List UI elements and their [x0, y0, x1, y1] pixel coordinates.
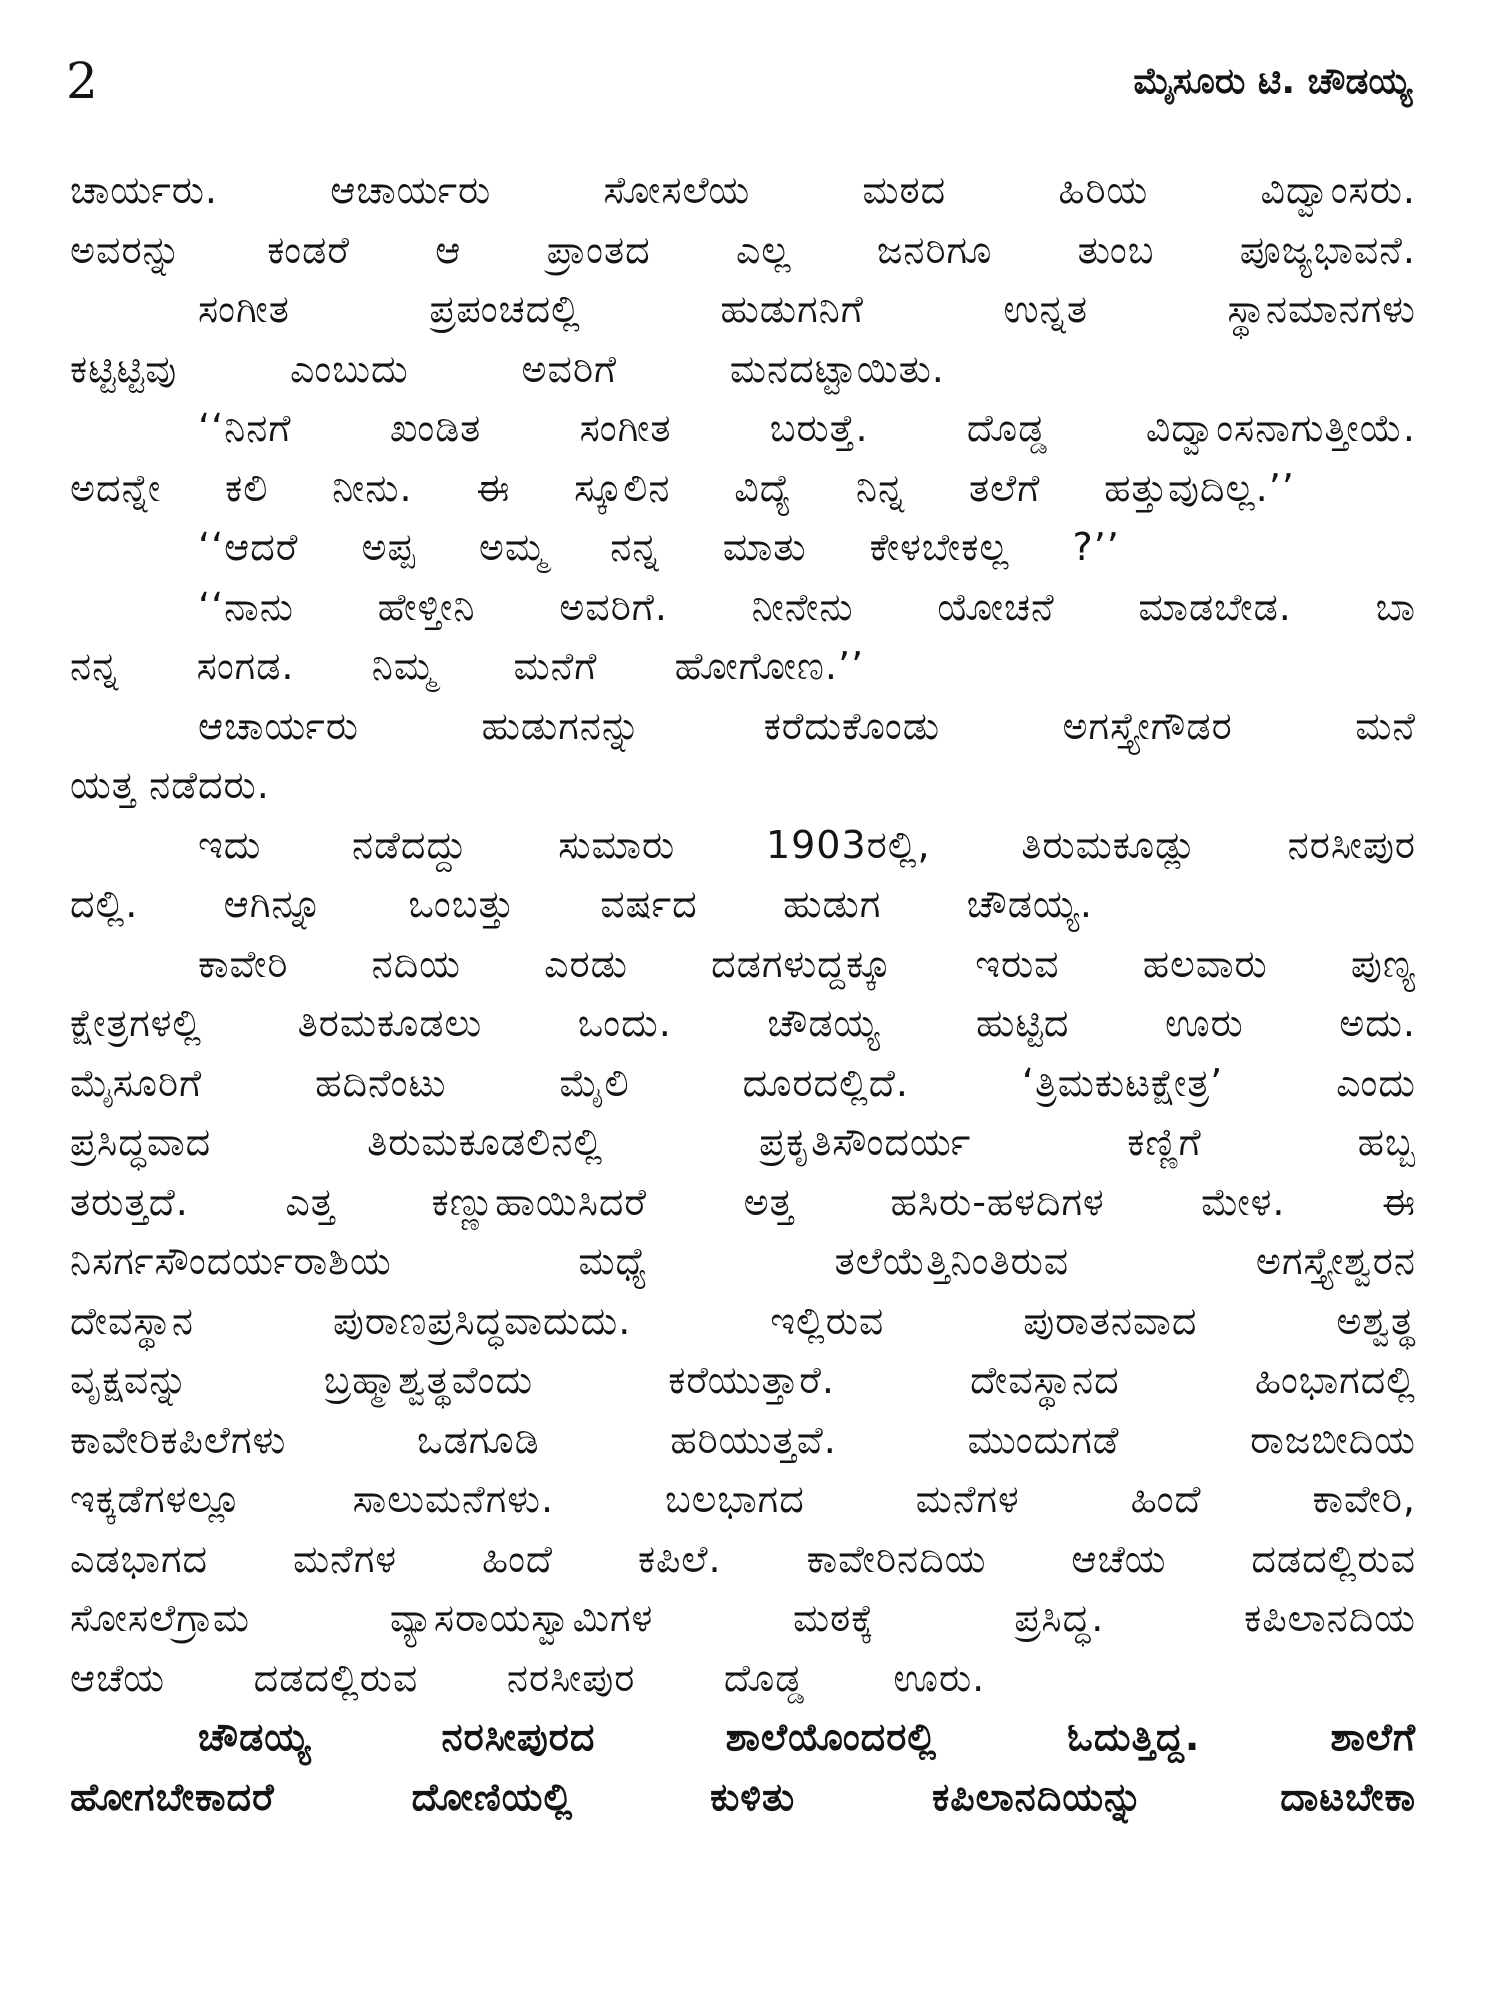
text-line: ಪ್ರಸಿದ್ಧವಾದ ತಿರುಮಕೂಡಲಿನಲ್ಲಿ ಪ್ರಕೃತಿಸೌಂದರ್ಯ ಕಣ್ಣಿಗೆ ಹಬ್ಬ: [70, 1120, 1416, 1164]
text-line: ಅದನ್ನೇ ಕಲಿ ನೀನು. ಈ ಸ್ಕೂಲಿನ ವಿದ್ಯೆ ನಿನ್ನ ತಲೆಗೆ ಹತ್ತುವುದಿಲ್ಲ.’’: [70, 465, 1295, 510]
paragraph: [70, 280, 1416, 399]
text-line: ಆಚೆಯ ದಡದಲ್ಲಿರುವ ನರಸೀಪುರ ದೊಡ್ಡ ಊರು.: [70, 1655, 986, 1700]
text-line: ನಿಸರ್ಗಸೌಂದರ್ಯರಾಶಿಯ ಮಧ್ಯೆ ತಲೆಯೆತ್ತಿನಿಂತಿರುವ ಅಗಸ್ತ್ಯೇಶ್ವರನ: [70, 1239, 1416, 1283]
text-line: ದಲ್ಲಿ. ಆಗಿನ್ನೂ ಒಂಬತ್ತು ವರ್ಷದ ಹುಡುಗ ಚೌಡಯ್ಯ.: [70, 882, 1093, 926]
page-number: 2: [66, 52, 98, 110]
paragraph: [70, 935, 1416, 1709]
text-line: ಕ್ಷೇತ್ರಗಳಲ್ಲಿ ತಿರಮಕೂಡಲು ಒಂದು. ಚೌಡಯ್ಯ ಹುಟ್ಟಿದ ಊರು ಅದು.: [70, 1001, 1416, 1045]
paragraph: [70, 399, 1416, 518]
text-line: ಚೌಡಯ್ಯ ನರಸೀಪುರದ ಶಾಲೆಯೊಂದರಲ್ಲಿ ಓದುತ್ತಿದ್ದ. ಶಾಲೆಗೆ: [198, 1715, 1416, 1759]
running-header: ಮೈಸೂರು ಟಿ. ಚೌಡಯ್ಯ: [1133, 61, 1412, 102]
text-line: ಕಾವೇರಿ ನದಿಯ ಎರಡು ದಡಗಳುದ್ದಕ್ಕೂ ಇರುವ ಹಲವಾರು ಪುಣ್ಯ: [198, 941, 1416, 986]
text-line: ಯತ್ತ ನಡೆದರು.: [70, 763, 270, 807]
paragraph: [70, 697, 1416, 816]
paragraph: [70, 161, 1416, 280]
text-line: ಕಾವೇರಿಕಪಿಲೆಗಳು ಒಡಗೂಡಿ ಹರಿಯುತ್ತವೆ. ಮುಂದುಗಡೆ ರಾಜಬೀದಿಯ: [70, 1417, 1416, 1462]
text-line: ‘‘ನಾನು ಹೇಳ್ತೀನಿ ಅವರಿಗೆ. ನೀನೇನು ಯೋಚನೆ ಮಾಡಬೇಡ. ಬಾ: [198, 584, 1416, 629]
paragraph: [70, 1708, 1416, 1827]
text-line: ತರುತ್ತದೆ. ಎತ್ತ ಕಣ್ಣುಹಾಯಿಸಿದರೆ ಅತ್ತ ಹಸಿರು-ಹಳದಿಗಳ ಮೇಳ. ಈ: [70, 1179, 1416, 1224]
paragraph: [70, 578, 1416, 697]
text-line: ನನ್ನ ಸಂಗಡ. ನಿಮ್ಮ ಮನೆಗೆ ಹೋಗೋಣ.’’: [70, 644, 865, 688]
text-line: ಆಚಾರ್ಯರು ಹುಡುಗನನ್ನು ಕರೆದುಕೊಂಡು ಅಗಸ್ತ್ಯೇಗೌಡರ ಮನೆ: [198, 703, 1416, 748]
text-line: ದೇವಸ್ಥಾನ ಪುರಾಣಪ್ರಸಿದ್ಧವಾದುದು. ಇಲ್ಲಿರುವ ಪುರಾತನವಾದ ಅಶ್ವತ್ಥ: [70, 1298, 1416, 1343]
text-line: ಇದು ನಡೆದದ್ದು ಸುಮಾರು 1903ರಲ್ಲಿ, ತಿರುಮಕೂಡ್ಲು ನರಸೀಪುರ: [198, 822, 1416, 867]
text-line: ಅವರನ್ನು ಕಂಡರೆ ಆ ಪ್ರಾಂತದ ಎಲ್ಲ ಜನರಿಗೂ ತುಂಬ ಪೂಜ್ಯಭಾವನೆ.: [70, 227, 1416, 272]
text-line: ಮೈಸೂರಿಗೆ ಹದಿನೆಂಟು ಮೈಲಿ ದೂರದಲ್ಲಿದೆ. ‘ತ್ರಿಮಕುಟಕ್ಷೇತ್ರ’ ಎಂದು: [70, 1060, 1416, 1105]
text-line: ‘‘ಆದರೆ ಅಪ್ಪ ಅಮ್ಮ ನನ್ನ ಮಾತು ಕೇಳಬೇಕಲ್ಲ ?’’: [198, 525, 1120, 569]
text-line: ಚಾರ್ಯರು. ಆಚಾರ್ಯರು ಸೋಸಲೆಯ ಮಠದ ಹಿರಿಯ ವಿದ್ವಾಂಸರು.: [70, 168, 1416, 212]
text-line: ಹೋಗಬೇಕಾದರೆ ದೋಣಿಯಲ್ಲಿ ಕುಳಿತು ಕಪಿಲಾನದಿಯನ್ನು ದಾಟಬೇಕಾ: [70, 1774, 1416, 1819]
text-line: ಎಡಭಾಗದ ಮನೆಗಳ ಹಿಂದೆ ಕಪಿಲೆ. ಕಾವೇರಿನದಿಯ ಆಚೆಯ ದಡದಲ್ಲಿರುವ: [70, 1536, 1416, 1581]
text-line: ‘‘ನಿನಗೆ ಖಂಡಿತ ಸಂಗೀತ ಬರುತ್ತೆ. ದೊಡ್ಡ ವಿದ್ವಾಂಸನಾಗುತ್ತೀಯೆ.: [198, 406, 1416, 450]
paragraph: [70, 518, 1416, 578]
text-line: ಇಕ್ಕಡೆಗಳಲ್ಲೂ ಸಾಲುಮನೆಗಳು. ಬಲಭಾಗದ ಮನೆಗಳ ಹಿಂದೆ ಕಾವೇರಿ,: [70, 1477, 1416, 1521]
text-line: ಕಟ್ಟಿಟ್ಟಿವು ಎಂಬುದು ಅವರಿಗೆ ಮನದಟ್ಟಾಯಿತು.: [70, 346, 945, 391]
paragraph: [70, 816, 1416, 935]
text-line: ವೃಕ್ಷವನ್ನು ಬ್ರಹ್ಮಾಶ್ವತ್ಥವೆಂದು ಕರೆಯುತ್ತಾರೆ. ದೇವಸ್ಥಾನದ ಹಿಂಭಾಗದಲ್ಲಿ: [70, 1358, 1416, 1402]
text-line: ಸಂಗೀತ ಪ್ರಪಂಚದಲ್ಲಿ ಹುಡುಗನಿಗೆ ಉನ್ನತ ಸ್ಥಾನಮಾನಗಳು: [198, 287, 1416, 331]
text-line: ಸೋಸಲೆಗ್ರಾಮ ವ್ಯಾಸರಾಯಸ್ವಾಮಿಗಳ ಮಠಕ್ಕೆ ಪ್ರಸಿದ್ಧ. ಕಪಿಲಾನದಿಯ: [70, 1596, 1416, 1640]
body-text: [70, 161, 1416, 1827]
